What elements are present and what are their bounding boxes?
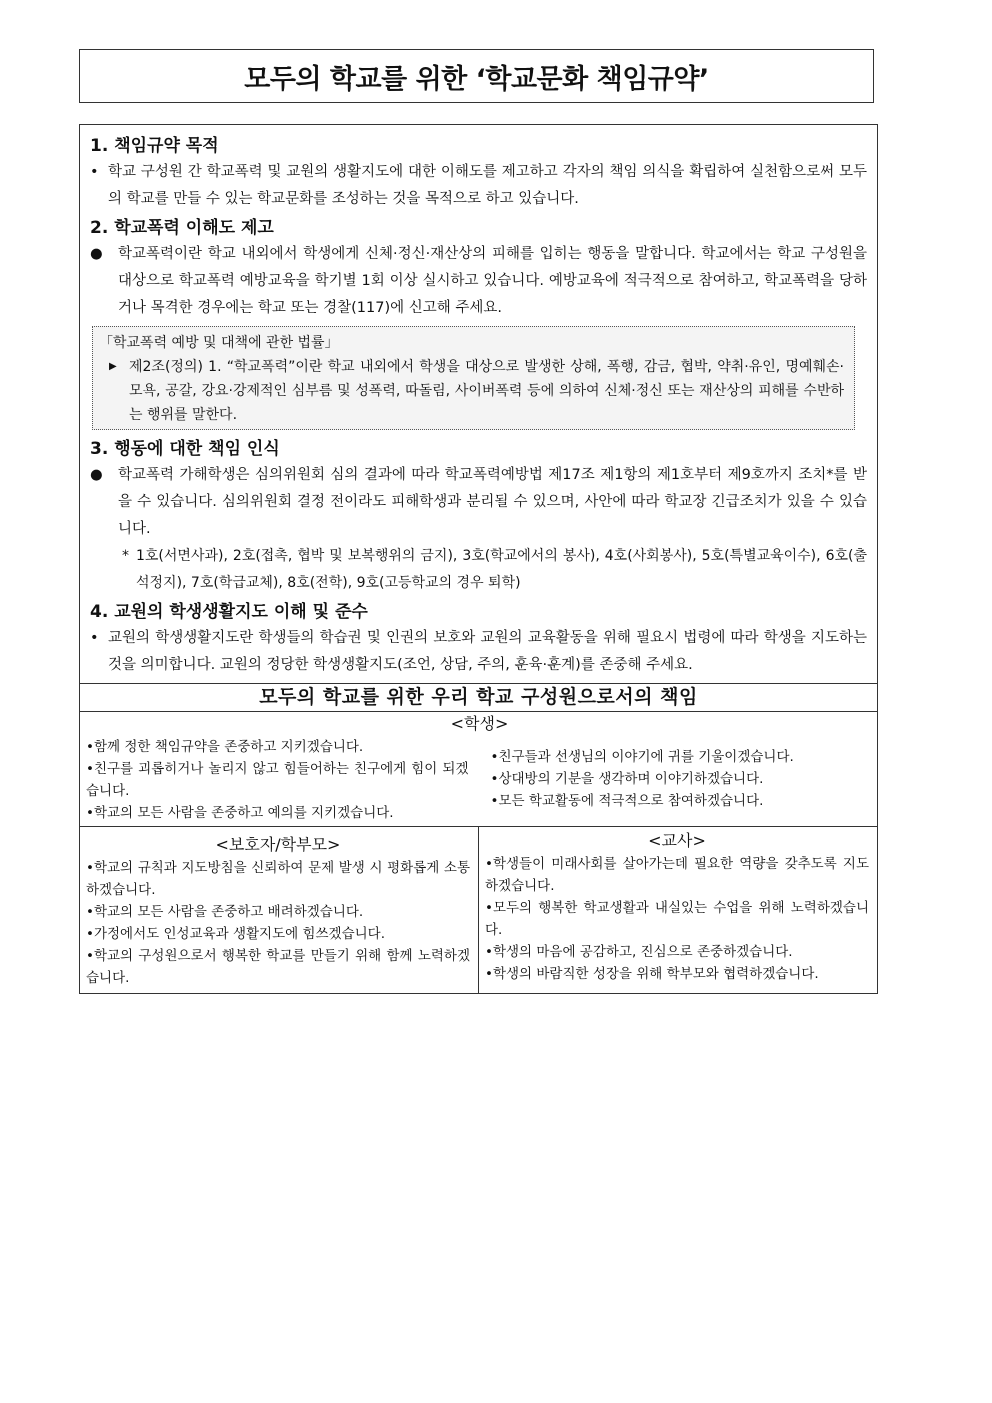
- footnote-text: 1호(서면사과), 2호(접촉, 협박 및 보복행위의 금지), 3호(학교에서의 봉사), 4호(사회봉사), 5호(특별교육이수), 6호(출석정지), 7호(학급교체), 8호(전학), 9호(고등학교의 경우 퇴학): [136, 548, 867, 591]
- content-area: [80, 125, 877, 683]
- bullet-icon: •: [90, 164, 99, 180]
- parent-label: <보호자/학부모>: [215, 835, 341, 854]
- list-item: •학생의 마음에 공감하고, 진심으로 존중하겠습니다.: [485, 944, 793, 960]
- section-1-paragraph: [90, 159, 867, 213]
- list-item: •가정에서도 인성교육과 생활지도에 힘쓰겠습니다.: [86, 926, 385, 942]
- section-3-text: 학교폭력 가해학생은 심의위원회 심의 결과에 따라 학교폭력예방법 제17조 제1항의 제1호부터 제9호까지 조치*를 받을 수 있습니다. 심의위원회 결정 전이라도 피해학생과 분리될 수 있으며, 사안에 따라 학교장 긴급조치가 있을 수 있습니다.: [118, 467, 867, 537]
- law-article: [99, 355, 844, 427]
- list-item: •상대방의 기분을 생각하며 이야기하겠습니다.: [490, 771, 764, 787]
- student-right-column: [479, 736, 874, 824]
- list-item: •함께 정한 책임규약을 존중하고 지키겠습니다.: [86, 739, 364, 755]
- bullet-icon: ●: [90, 246, 103, 262]
- list-item: •학교의 구성원으로서 행복한 학교를 만들기 위해 함께 노력하겠습니다.: [86, 948, 470, 986]
- section-1-heading: 1. 책임규약 목적: [90, 136, 219, 156]
- law-excerpt-box: [92, 326, 855, 430]
- section-1-text: 학교 구성원 간 학교폭력 및 교원의 생활지도에 대한 이해도를 제고하고 각자의 책임 의식을 확립하여 실천함으로써 모두의 학교를 만들 수 있는 학교문화를 조성하는 것을 목적으로 하고 있습니다.: [108, 164, 867, 207]
- law-title: 「학교폭력 예방 및 대책에 관한 법률」: [99, 335, 339, 351]
- student-columns: [86, 736, 873, 824]
- law-article-text: 제2조(정의) 1. “학교폭력”이란 학교 내외에서 학생을 대상으로 발생한 상해, 폭행, 감금, 협박, 약취·유인, 명예훼손·모욕, 공갈, 강요·강제적인 심부름 및 성폭력, 따돌림, 사이버폭력 등에 의하여 신체·정신 또는 재산상의 피해를 수반하는 행위를 말한다.: [129, 359, 844, 423]
- main-content-box: [79, 124, 878, 994]
- teacher-responsibility: [479, 827, 877, 993]
- bullet-icon: ●: [90, 467, 103, 483]
- section-2-text: 학교폭력이란 학교 내외에서 학생에게 신체·정신·재산상의 피해를 입히는 행동을 말합니다. 학교에서는 학교 구성원을 대상으로 학교폭력 예방교육을 학기별 1회 이상 실시하고 있습니다. 예방교육에 적극적으로 참여하고, 학교폭력을 당하거나 목격한 경우에는 학교 또는 경찰(117)에 신고해 주세요.: [118, 246, 867, 316]
- arrow-right-icon: ▶: [109, 361, 117, 372]
- bullet-icon: •: [90, 630, 99, 646]
- list-item: •모든 학교활동에 적극적으로 참여하겠습니다.: [490, 793, 764, 809]
- section-3-footnote: [90, 543, 867, 597]
- section-4-heading: 4. 교원의 학생생활지도 이해 및 준수: [90, 602, 368, 622]
- responsibility-heading: 모두의 학교를 위한 우리 학교 구성원으로서의 책임: [80, 683, 877, 712]
- list-item: •친구를 괴롭히거나 놀리지 않고 힘들어하는 친구에게 힘이 되겠습니다.: [86, 761, 469, 799]
- parent-responsibility: [80, 827, 479, 993]
- asterisk-icon: *: [122, 548, 129, 564]
- parent-teacher-row: [80, 827, 877, 993]
- list-item: •학생들이 미래사회를 살아가는데 필요한 역량을 갖추도록 지도하겠습니다.: [485, 856, 869, 894]
- teacher-label: <교사>: [648, 831, 706, 850]
- student-responsibility: [80, 712, 877, 827]
- list-item: •모두의 행복한 학교생활과 내실있는 수업을 위해 노력하겠습니다.: [485, 900, 869, 938]
- student-left-column: [86, 736, 479, 824]
- page-title: 모두의 학교를 위한 ‘학교문화 책임규약’: [79, 49, 874, 103]
- list-item: •학생의 바람직한 성장을 위해 학부모와 협력하겠습니다.: [485, 966, 819, 982]
- section-2-heading: 2. 학교폭력 이해도 제고: [90, 218, 274, 238]
- section-3-heading: 3. 행동에 대한 책임 인식: [90, 439, 280, 459]
- list-item: •학교의 규칙과 지도방침을 신뢰하여 문제 발생 시 평화롭게 소통하겠습니다.: [86, 860, 470, 898]
- list-item: •친구들과 선생님의 이야기에 귀를 기울이겠습니다.: [490, 749, 794, 765]
- section-4-paragraph: [90, 625, 867, 679]
- list-item: •학교의 모든 사람을 존중하고 예의를 지키겠습니다.: [86, 805, 394, 821]
- list-item: •학교의 모든 사람을 존중하고 배려하겠습니다.: [86, 904, 364, 920]
- section-2-paragraph: [90, 241, 867, 322]
- student-label: <학생>: [450, 714, 509, 733]
- section-3-paragraph: [90, 462, 867, 543]
- section-4-text: 교원의 학생생활지도란 학생들의 학습권 및 인권의 보호와 교원의 교육활동을 위해 필요시 법령에 따라 학생을 지도하는 것을 의미합니다. 교원의 정당한 학생생활지도(조언, 상담, 주의, 훈육·훈계)를 존중해 주세요.: [108, 630, 867, 673]
